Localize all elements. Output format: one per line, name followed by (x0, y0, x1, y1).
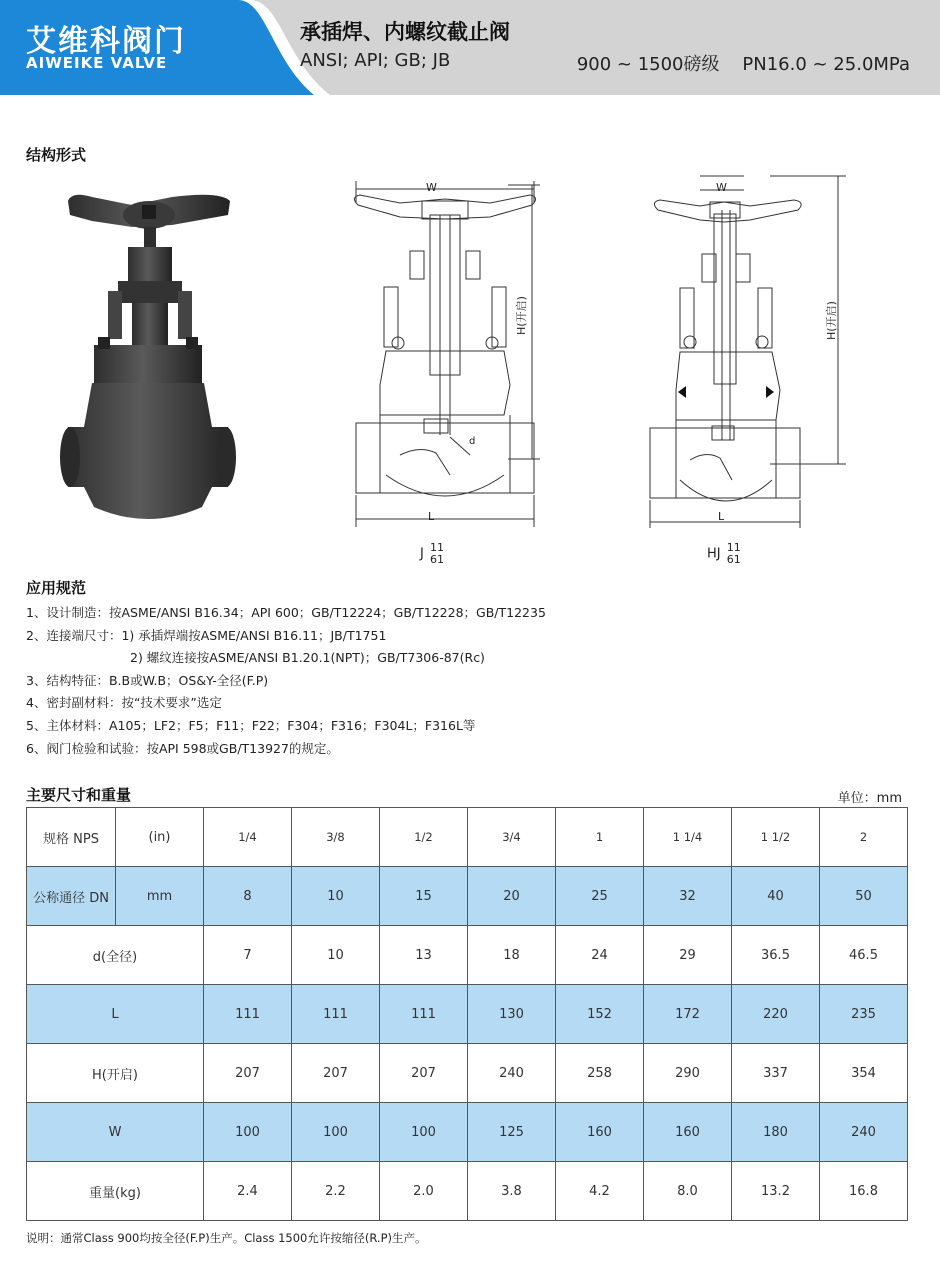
table-cell: 16.8 (820, 1162, 908, 1221)
table-cell: 24 (556, 926, 644, 985)
table-cell: 354 (820, 1044, 908, 1103)
table-cell: 207 (380, 1044, 468, 1103)
logo-chinese: 艾维科阀门 (26, 24, 186, 59)
table-cell: 10 (292, 926, 380, 985)
row-label: 公称通径 DN (27, 867, 116, 926)
table-row (27, 867, 908, 926)
table-row (27, 808, 908, 867)
table-cell: 3.8 (468, 1162, 556, 1221)
table-cell: 337 (732, 1044, 820, 1103)
table-cell: 8 (204, 867, 292, 926)
table-cell: 160 (644, 1103, 732, 1162)
drawing1-h-label: H(开启) (515, 296, 528, 335)
table-cell: 29 (644, 926, 732, 985)
spec-item: 3、结构特征：B.B或W.B；OS&Y-全径(F.P) (26, 672, 269, 688)
dimensions-table (26, 807, 908, 1221)
table-cell: 8.0 (644, 1162, 732, 1221)
standards-line: ANSI; API; GB; JB (300, 50, 451, 71)
footnote: 说明：通常Class 900均按全径(F.P)生产。Class 1500允许按缩径(R.P)生产。 (26, 1231, 427, 1245)
table-row (27, 1162, 908, 1221)
table-cell: 1 1/4 (644, 808, 732, 867)
table-cell: 111 (292, 985, 380, 1044)
row-label: 重量(kg) (27, 1162, 204, 1221)
table-cell: 125 (468, 1103, 556, 1162)
table-cell: 13 (380, 926, 468, 985)
drawing2-l-label: L (718, 510, 725, 523)
table-cell: 220 (732, 985, 820, 1044)
table-cell: 111 (380, 985, 468, 1044)
table-cell: 240 (468, 1044, 556, 1103)
valve-photo (52, 187, 242, 532)
table-cell: 235 (820, 985, 908, 1044)
drawing-hj11-61 (640, 170, 850, 530)
specs-title: 应用规范 (26, 579, 87, 597)
spec-item: 2、连接端尺寸：1) 承插焊端按ASME/ANSI B16.11；JB/T1751 (26, 627, 387, 643)
table-cell: 2.2 (292, 1162, 380, 1221)
table-cell: 100 (204, 1103, 292, 1162)
row-label: 规格 NPS (27, 808, 116, 867)
table-cell: 40 (732, 867, 820, 926)
page-header (0, 0, 940, 95)
table-cell: 18 (468, 926, 556, 985)
table-cell: 258 (556, 1044, 644, 1103)
table-cell: 2 (820, 808, 908, 867)
spec-item: 5、主体材料：A105；LF2；F5；F11；F22；F304；F316；F304L；F316L等 (26, 717, 476, 733)
table-cell: 1 1/2 (732, 808, 820, 867)
table-cell: 20 (468, 867, 556, 926)
table-cell: 46.5 (820, 926, 908, 985)
table-cell: 2.0 (380, 1162, 468, 1221)
row-label: W (27, 1103, 204, 1162)
table-row (27, 926, 908, 985)
table-cell: 172 (644, 985, 732, 1044)
drawing1-d-label: d (469, 436, 476, 447)
spec-item: 1、设计制造：按ASME/ANSI B16.34；API 600；GB/T12224；GB/T12228；GB/T12235 (26, 605, 546, 620)
table-cell: 1 (556, 808, 644, 867)
row-label: d(全径) (27, 926, 204, 985)
table-cell: 13.2 (732, 1162, 820, 1221)
page-title: 承插焊、内螺纹截止阀 (300, 20, 510, 44)
table-cell: 160 (556, 1103, 644, 1162)
table-cell: 152 (556, 985, 644, 1044)
table-cell: 32 (644, 867, 732, 926)
table-row (27, 1044, 908, 1103)
drawing2-h-label: H(开启) (825, 301, 838, 340)
table-cell: 3/4 (468, 808, 556, 867)
table-cell: 180 (732, 1103, 820, 1162)
spec-item: 4、密封副材料：按“技术要求”选定 (26, 695, 222, 711)
table-cell: 100 (380, 1103, 468, 1162)
table-cell: 10 (292, 867, 380, 926)
model-label-hj: HJ 11 61 (707, 541, 741, 566)
table-cell: 25 (556, 867, 644, 926)
table-cell: 207 (292, 1044, 380, 1103)
spec-item: 2) 螺纹连接按ASME/ANSI B1.20.1(NPT)；GB/T7306-87(Rc) (130, 650, 485, 666)
row-label: L (27, 985, 204, 1044)
table-cell: 290 (644, 1044, 732, 1103)
table-cell: 1/2 (380, 808, 468, 867)
table-cell: 111 (204, 985, 292, 1044)
table-row (27, 985, 908, 1044)
table-cell: 100 (292, 1103, 380, 1162)
table-cell: 1/4 (204, 808, 292, 867)
drawing-j11-61 (340, 175, 560, 530)
model-label-j: J 11 61 (420, 541, 444, 566)
table-cell: 15 (380, 867, 468, 926)
row-sublabel: (in) (116, 808, 204, 867)
row-sublabel: mm (116, 867, 204, 926)
unit-label: 单位：mm (837, 791, 902, 806)
table-cell: 4.2 (556, 1162, 644, 1221)
dimensions-title: 主要尺寸和重量 (26, 786, 132, 804)
table-cell: 36.5 (732, 926, 820, 985)
table-cell: 3/8 (292, 808, 380, 867)
row-label: H(开启) (27, 1044, 204, 1103)
table-cell: 7 (204, 926, 292, 985)
logo-english: AIWEIKE VALVE (26, 54, 168, 72)
drawing1-l-label: L (428, 510, 435, 523)
drawing1-w-label: W (426, 181, 437, 194)
table-cell: 50 (820, 867, 908, 926)
structure-title: 结构形式 (26, 146, 87, 164)
table-cell: 2.4 (204, 1162, 292, 1221)
table-cell: 130 (468, 985, 556, 1044)
table-cell: 240 (820, 1103, 908, 1162)
pressure-rating: 900 ~ 1500磅级 PN16.0 ~ 25.0MPa (576, 54, 910, 75)
drawing2-w-label: W (716, 181, 727, 194)
table-row (27, 1103, 908, 1162)
table-cell: 207 (204, 1044, 292, 1103)
spec-item: 6、阀门检验和试验：按API 598或GB/T13927的规定。 (26, 740, 339, 756)
spec-list (26, 602, 546, 760)
